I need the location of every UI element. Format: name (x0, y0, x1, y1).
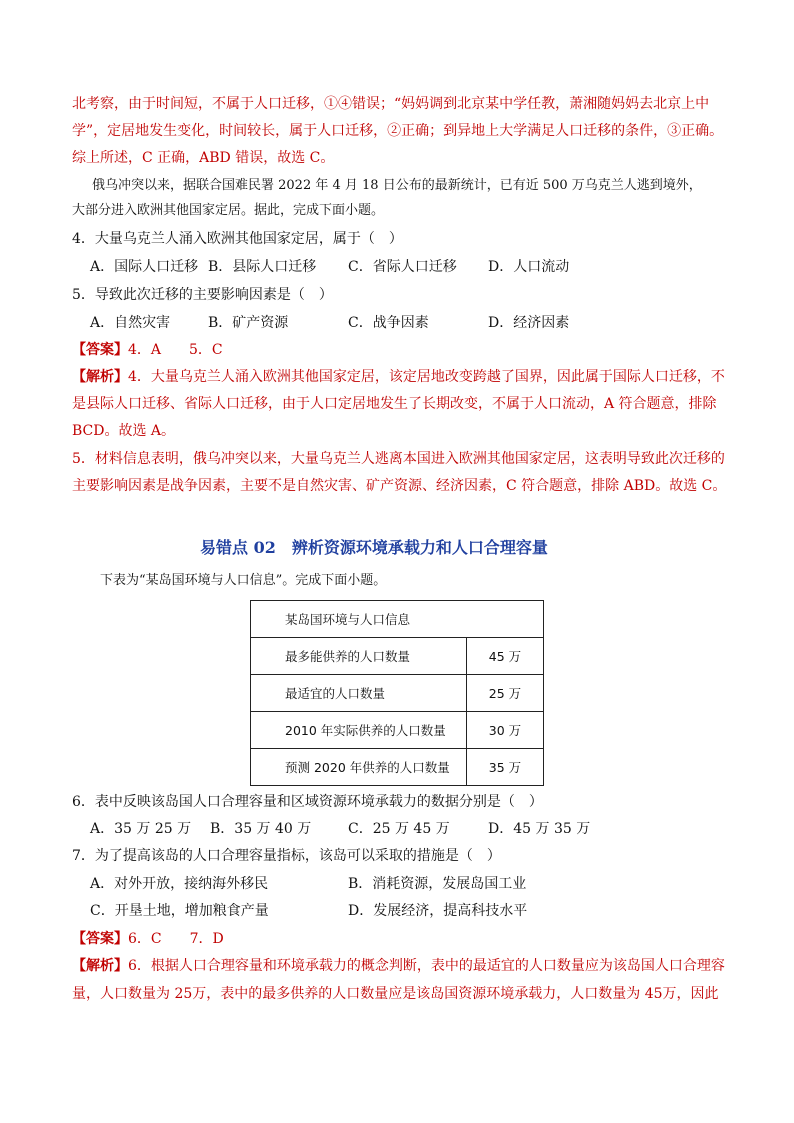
analysis-text: 5．材料信息表明，俄乌冲突以来，大量乌克兰人逃离本国进入欧洲其他国家定居，这表明导致此次迁移的 (72, 451, 725, 467)
question-5-option-a[interactable]: A．自然灾害 (90, 315, 171, 331)
question-6-stem: 6．表中反映该岛国人口合理容量和区域资源环境承载力的数据分别是（ ） (72, 794, 543, 810)
question-4-option-c[interactable]: C．省际人口迁移 (348, 259, 457, 275)
question-4-option-a[interactable]: A．国际人口迁移 (90, 259, 199, 275)
answer-block (72, 929, 224, 949)
analysis-block (72, 956, 725, 976)
table-cell-value: 45 万 (467, 638, 544, 675)
analysis-text: 是县际人口迁移、省际人口迁移，由于人口定居地发生了长期改变，不属于人口流动，A 符合题意，排除 (72, 396, 717, 412)
section-title: 易错点 02 辨析资源环境承载力和人口合理容量 (200, 538, 548, 557)
answer-text: 6．C 7．D (128, 931, 224, 947)
question-4-stem: 4．大量乌克兰人涌入欧洲其他国家定居，属于（ ） (72, 231, 403, 247)
explanation-line: 综上所述，C 正确，ABD 错误，故选 C。 (72, 150, 335, 166)
analysis-text: BCD。故选 A。 (72, 423, 176, 439)
question-4-option-b[interactable]: B．县际人口迁移 (208, 259, 317, 275)
table-cell-value: 35 万 (467, 749, 544, 786)
passage-text: 下表为“某岛国环境与人口信息”。完成下面小题。 (100, 573, 387, 588)
table-row (251, 638, 544, 675)
question-5-option-b[interactable]: B．矿产资源 (208, 315, 289, 331)
analysis-text: 4．大量乌克兰人涌入欧洲其他国家定居，该定居地改变跨越了国界，因此属于国际人口迁移，不 (128, 369, 725, 385)
question-6-option-a[interactable]: A．35 万 25 万 (90, 821, 192, 837)
question-6-option-b[interactable]: B．35 万 40 万 (210, 821, 312, 837)
analysis-text: 6．根据人口合理容量和环境承载力的概念判断，表中的最适宜的人口数量应为该岛国人口合理容 (128, 958, 725, 974)
question-7-option-d[interactable]: D．发展经济，提高科技水平 (348, 903, 528, 919)
question-5-option-c[interactable]: C．战争因素 (348, 315, 429, 331)
analysis-tag: 【解析】 (72, 958, 128, 974)
info-table (250, 600, 544, 786)
table-cell-label: 最适宜的人口数量 (251, 675, 467, 712)
table-cell-value: 25 万 (467, 675, 544, 712)
question-5-stem: 5．导致此次迁移的主要影响因素是（ ） (72, 287, 333, 303)
question-6-option-c[interactable]: C．25 万 45 万 (348, 821, 450, 837)
analysis-text: 量，人口数量为 25万，表中的最多供养的人口数量应是该岛国资源环境承载力，人口数量为 45万，因此 (72, 986, 719, 1002)
answer-tag: 【答案】 (72, 931, 128, 947)
table-cell-label: 预测 2020 年供养的人口数量 (251, 749, 467, 786)
question-4-option-d[interactable]: D．人口流动 (488, 259, 570, 275)
answer-tag: 【答案】 (72, 342, 128, 358)
analysis-text: 主要影响因素是战争因素，主要不是自然灾害、矿产资源、经济因素，C 符合题意，排除 ABD。故选 C。 (72, 478, 727, 494)
question-7-option-c[interactable]: C．开垦土地，增加粮食产量 (90, 903, 269, 919)
analysis-block (72, 367, 725, 387)
question-7-option-b[interactable]: B．消耗资源，发展岛国工业 (348, 876, 527, 892)
question-7-stem: 7．为了提高该岛的人口合理容量指标，该岛可以采取的措施是（ ） (72, 848, 501, 864)
table-row (251, 749, 544, 786)
table-row (251, 712, 544, 749)
question-5-option-d[interactable]: D．经济因素 (488, 315, 570, 331)
explanation-line: 学”，定居地发生变化，时间较长，属于人口迁移，②正确；到异地上大学满足人口迁移的条件，③正确。 (72, 123, 724, 139)
answer-text: 4．A 5．C (128, 342, 223, 358)
explanation-line: 北考察，由于时间短，不属于人口迁移，①④错误；“妈妈调到北京某中学任教，萧湘随妈妈去北京上中 (72, 96, 710, 112)
question-6-option-d[interactable]: D．45 万 35 万 (488, 821, 591, 837)
table-header: 某岛国环境与人口信息 (251, 601, 544, 638)
passage-text: 大部分进入欧洲其他国家定居。据此，完成下面小题。 (72, 203, 385, 218)
table-row (251, 675, 544, 712)
passage-text: 俄乌冲突以来，据联合国难民署 2022 年 4 月 18 日公布的最新统计，已有近 500 万乌克兰人逃到境外， (92, 178, 702, 193)
table-cell-value: 30 万 (467, 712, 544, 749)
question-7-option-a[interactable]: A．对外开放，接纳海外移民 (90, 876, 269, 892)
analysis-tag: 【解析】 (72, 369, 128, 385)
table-header-row (251, 601, 544, 638)
table-cell-label: 最多能供养的人口数量 (251, 638, 467, 675)
table-cell-label: 2010 年实际供养的人口数量 (251, 712, 467, 749)
answer-block (72, 340, 223, 360)
